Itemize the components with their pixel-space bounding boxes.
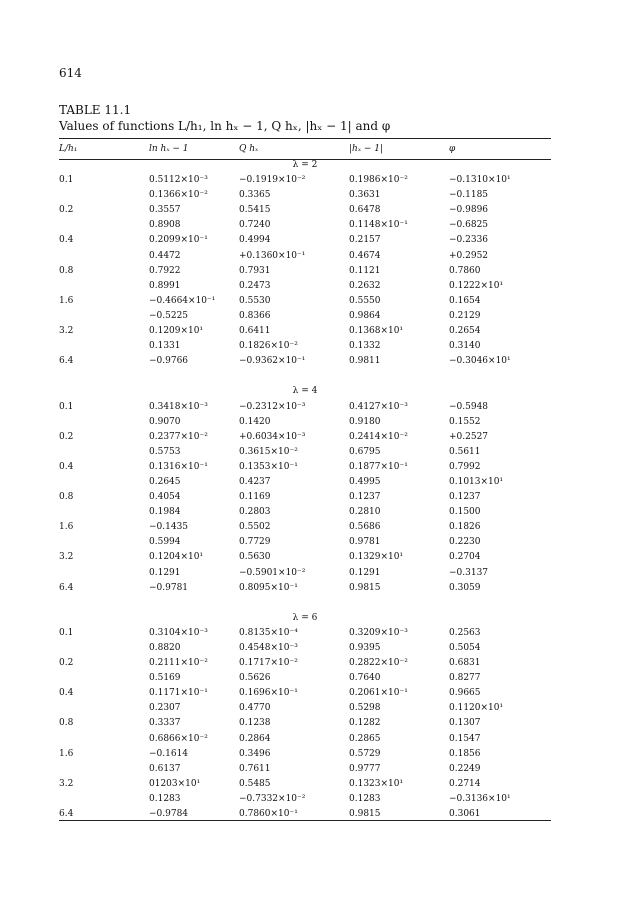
table-cell: 0.5298 bbox=[349, 703, 381, 714]
table-cell bbox=[59, 475, 149, 490]
table-cell: 0.9811 bbox=[349, 356, 381, 367]
table-cell: 0.1547 bbox=[449, 733, 481, 744]
table-row bbox=[59, 535, 551, 550]
table-cell bbox=[59, 641, 149, 656]
table-row bbox=[59, 581, 551, 596]
column-header: φ bbox=[449, 144, 456, 154]
table-row bbox=[59, 475, 551, 490]
table-cell: 1.6 bbox=[59, 295, 74, 306]
table-cell: 0.2810 bbox=[349, 507, 381, 518]
table-cell: +0.6034×10⁻³ bbox=[239, 431, 306, 442]
table-cell: 0.1826 bbox=[449, 522, 481, 533]
table-cell: −0.5948 bbox=[449, 401, 489, 412]
table-cell: 0.3209×10⁻³ bbox=[349, 627, 408, 638]
table-cell: 0.1353×10⁻¹ bbox=[239, 461, 298, 472]
table-cell: 0.3061 bbox=[449, 809, 481, 820]
table-row bbox=[59, 460, 551, 475]
table-cell: 6.4 bbox=[59, 809, 74, 820]
table-cell: −0.9784 bbox=[149, 809, 189, 820]
table-row bbox=[59, 415, 551, 430]
table-cell: 0.1209×10¹ bbox=[149, 326, 204, 337]
table-cell: 0.7860 bbox=[449, 265, 481, 276]
table-row bbox=[59, 354, 551, 369]
table-cell bbox=[59, 792, 149, 807]
table-row bbox=[59, 566, 551, 581]
table-cell: −0.1185 bbox=[449, 190, 489, 201]
table-cell: 0.1148×10⁻¹ bbox=[349, 220, 408, 231]
table-cell: 6.4 bbox=[59, 356, 74, 367]
table-cell: 0.1 bbox=[59, 175, 74, 186]
table-cell: 0.4 bbox=[59, 688, 74, 699]
table-cell: 0.7729 bbox=[239, 537, 271, 548]
table-cell: 0.3365 bbox=[239, 190, 271, 201]
table-cell: 0.4770 bbox=[239, 703, 271, 714]
table-cell: 0.1331 bbox=[149, 341, 181, 352]
table-row bbox=[59, 807, 551, 822]
table-cell: −0.2312×10⁻³ bbox=[239, 401, 306, 412]
table-cell: 0.5994 bbox=[149, 537, 181, 548]
table-cell: 0.6137 bbox=[149, 763, 181, 774]
table-cell: −0.1614 bbox=[149, 748, 189, 759]
table-cell: 0.5729 bbox=[349, 748, 381, 759]
table-row bbox=[59, 701, 551, 716]
table-cell: 0.2645 bbox=[149, 476, 181, 487]
table-cell: 0.8366 bbox=[239, 310, 271, 321]
table-cell: 0.1291 bbox=[149, 567, 181, 578]
table-cell: 0.7860×10⁻¹ bbox=[239, 809, 298, 820]
table-cell: 0.4472 bbox=[149, 250, 181, 261]
table-cell bbox=[59, 505, 149, 520]
table-cell: 0.3631 bbox=[349, 190, 381, 201]
table-cell: 0.1283 bbox=[349, 793, 381, 804]
table-cell: +0.2527 bbox=[449, 431, 489, 442]
table-cell: 0.1169 bbox=[239, 492, 271, 503]
table-cell bbox=[59, 445, 149, 460]
table-cell: 0.1366×10⁻² bbox=[149, 190, 208, 201]
table-cell: 0.2864 bbox=[239, 733, 271, 744]
table-cell: 0.2307 bbox=[149, 703, 181, 714]
table-cell: 0.1986×10⁻² bbox=[349, 175, 408, 186]
table-row bbox=[59, 520, 551, 535]
table-cell: −0.4664×10⁻¹ bbox=[149, 295, 216, 306]
lambda-label: λ = 6 bbox=[292, 612, 318, 623]
table-caption: Values of functions L/h₁, ln hₓ − 1, Q hₓ, |hₓ − 1| and φ bbox=[59, 119, 391, 133]
table-cell: 0.5415 bbox=[239, 205, 271, 216]
table-cell bbox=[59, 762, 149, 777]
table-cell: 0.5112×10⁻³ bbox=[149, 175, 208, 186]
table-cell: 0.1368×10¹ bbox=[349, 326, 404, 337]
table-cell: 0.9777 bbox=[349, 763, 381, 774]
table-row bbox=[59, 656, 551, 671]
table-row bbox=[59, 430, 551, 445]
table-cell: 0.5485 bbox=[239, 778, 271, 789]
table-cell bbox=[59, 249, 149, 264]
table-row bbox=[59, 445, 551, 460]
table-cell bbox=[59, 732, 149, 747]
table-cell: 0.7640 bbox=[349, 673, 381, 684]
table-cell: +0.2952 bbox=[449, 250, 489, 261]
lambda-label: λ = 2 bbox=[292, 160, 318, 170]
section-spacer bbox=[59, 596, 551, 611]
table-cell: −0.9781 bbox=[149, 582, 189, 593]
table-cell: 01203×10¹ bbox=[149, 778, 201, 789]
table-cell: 0.6478 bbox=[349, 205, 381, 216]
table-cell: +0.1360×10⁻¹ bbox=[239, 250, 306, 261]
table-cell: 0.4054 bbox=[149, 492, 181, 503]
table-cell: 0.3557 bbox=[149, 205, 181, 216]
table-cell bbox=[59, 535, 149, 550]
table-cell: 0.1552 bbox=[449, 416, 481, 427]
table-row bbox=[59, 641, 551, 656]
table-cell: 0.1696×10⁻¹ bbox=[239, 688, 298, 699]
table-cell: 0.7922 bbox=[149, 265, 181, 276]
table-cell: −0.9362×10⁻¹ bbox=[239, 356, 306, 367]
table-row bbox=[59, 777, 551, 792]
table-cell: 0.2157 bbox=[349, 235, 381, 246]
table-cell: 0.5686 bbox=[349, 522, 381, 533]
table-cell: 0.5611 bbox=[449, 446, 481, 457]
table-cell bbox=[59, 339, 149, 354]
table-cell: 0.8820 bbox=[149, 643, 181, 653]
table-cell: 0.3059 bbox=[449, 582, 481, 593]
table-cell: 0.1171×10⁻¹ bbox=[149, 688, 208, 699]
table-cell: 0.1329×10¹ bbox=[349, 552, 404, 563]
column-header: L/h₁ bbox=[59, 144, 78, 154]
table-cell: 0.6795 bbox=[349, 446, 381, 457]
table-cell: 0.8095×10⁻¹ bbox=[239, 582, 298, 593]
values-table bbox=[59, 140, 551, 822]
table-cell: −0.6825 bbox=[449, 220, 489, 231]
table-cell: 0.1307 bbox=[449, 718, 481, 729]
table-row bbox=[59, 339, 551, 354]
table-cell: 0.2865 bbox=[349, 733, 381, 744]
table-top-rule bbox=[59, 138, 551, 139]
lambda-row bbox=[59, 384, 551, 399]
table-cell: 0.8 bbox=[59, 718, 74, 729]
table-row bbox=[59, 490, 551, 505]
table-cell: 0.5550 bbox=[349, 295, 381, 306]
lambda-row bbox=[59, 158, 551, 173]
table-cell: 0.9395 bbox=[349, 643, 381, 653]
table-row bbox=[59, 505, 551, 520]
table-row bbox=[59, 686, 551, 701]
table-cell: 0.8277 bbox=[449, 673, 481, 684]
table-cell: −0.9896 bbox=[449, 205, 489, 216]
table-cell bbox=[59, 415, 149, 430]
table-cell: 0.2 bbox=[59, 658, 74, 669]
table-cell: 0.9665 bbox=[449, 688, 481, 699]
table-cell: 0.1420 bbox=[239, 416, 271, 427]
table-cell: 0.7240 bbox=[239, 220, 271, 231]
table-cell: 0.2414×10⁻² bbox=[349, 431, 408, 442]
table-cell: −0.1435 bbox=[149, 522, 189, 533]
table-cell: 0.5530 bbox=[239, 295, 271, 306]
table-cell: 0.1323×10¹ bbox=[349, 778, 404, 789]
table-cell: 0.8991 bbox=[149, 280, 181, 291]
table-cell: 0.1237 bbox=[349, 492, 381, 503]
table-cell: 0.5630 bbox=[239, 552, 271, 563]
page-number: 614 bbox=[59, 66, 82, 80]
table-row bbox=[59, 249, 551, 264]
table-row bbox=[59, 732, 551, 747]
table-cell: 0.9781 bbox=[349, 537, 381, 548]
table-cell: 0.1826×10⁻² bbox=[239, 341, 298, 352]
lambda-row bbox=[59, 611, 551, 626]
table-cell bbox=[59, 188, 149, 203]
table-row bbox=[59, 309, 551, 324]
table-row bbox=[59, 218, 551, 233]
table-cell: 1.6 bbox=[59, 748, 74, 759]
table-cell: 0.2249 bbox=[449, 763, 481, 774]
table-row bbox=[59, 173, 551, 188]
table-cell: 0.5753 bbox=[149, 446, 181, 457]
table-label: TABLE 11.1 bbox=[59, 103, 132, 117]
table-cell: 0.2714 bbox=[449, 778, 481, 789]
table-cell: 0.1291 bbox=[349, 567, 381, 578]
section-spacer bbox=[59, 369, 551, 384]
table-cell: 0.1332 bbox=[349, 341, 381, 352]
table-cell: 0.1717×10⁻² bbox=[239, 658, 298, 669]
table-cell: 0.5626 bbox=[239, 673, 271, 684]
table-cell: 0.3615×10⁻² bbox=[239, 446, 298, 457]
table-cell: 0.2563 bbox=[449, 627, 481, 638]
table-cell: 0.4237 bbox=[239, 476, 271, 487]
table-cell: 0.4674 bbox=[349, 250, 381, 261]
table-cell: 3.2 bbox=[59, 552, 74, 563]
table-row bbox=[59, 626, 551, 641]
table-cell: 0.3104×10⁻³ bbox=[149, 627, 208, 638]
table-row bbox=[59, 400, 551, 415]
table-row bbox=[59, 792, 551, 807]
table-cell: 0.9815 bbox=[349, 582, 381, 593]
column-header: Q hₓ bbox=[239, 144, 259, 154]
spacer-cell bbox=[59, 596, 551, 611]
table-cell: 0.1282 bbox=[349, 718, 381, 729]
table-cell: 0.6411 bbox=[239, 326, 271, 337]
table-cell: 0.4 bbox=[59, 235, 74, 246]
table-cell: 3.2 bbox=[59, 778, 74, 789]
table-row bbox=[59, 550, 551, 565]
table-cell bbox=[59, 566, 149, 581]
table-cell: 0.2803 bbox=[239, 507, 271, 518]
table-row bbox=[59, 747, 551, 762]
table-cell: 0.2632 bbox=[349, 280, 381, 291]
table-cell: 0.1 bbox=[59, 627, 74, 638]
table-cell: 0.8908 bbox=[149, 220, 181, 231]
table-cell: 6.4 bbox=[59, 582, 74, 593]
table-cell: 0.1877×10⁻¹ bbox=[349, 461, 408, 472]
table-cell: 0.3337 bbox=[149, 718, 181, 729]
table-cell: 0.2099×10⁻¹ bbox=[149, 235, 208, 246]
table-cell: 0.8 bbox=[59, 265, 74, 276]
table-cell: 0.4995 bbox=[349, 476, 381, 487]
table-row bbox=[59, 762, 551, 777]
table-cell: 0.6831 bbox=[449, 658, 481, 669]
table-cell bbox=[59, 309, 149, 324]
table-cell: 0.1120×10¹ bbox=[449, 703, 504, 714]
table-cell: −0.3137 bbox=[449, 567, 489, 578]
table-cell: 0.7931 bbox=[239, 265, 271, 276]
table-row bbox=[59, 671, 551, 686]
table-cell: 0.7611 bbox=[239, 763, 271, 774]
table-cell bbox=[59, 218, 149, 233]
table-cell: 0.2 bbox=[59, 431, 74, 442]
table-cell: −0.2336 bbox=[449, 235, 489, 246]
table-cell: 0.2 bbox=[59, 205, 74, 216]
table-cell: 0.5054 bbox=[449, 643, 481, 653]
table-row bbox=[59, 264, 551, 279]
table-cell bbox=[59, 701, 149, 716]
table-cell: 0.7992 bbox=[449, 461, 481, 472]
table-cell: 0.3496 bbox=[239, 748, 271, 759]
table-cell: 0.2061×10⁻¹ bbox=[349, 688, 408, 699]
table-cell: 0.2473 bbox=[239, 280, 271, 291]
table-cell: 0.9864 bbox=[349, 310, 381, 321]
table-row bbox=[59, 294, 551, 309]
table-cell: 0.4994 bbox=[239, 235, 271, 246]
table-cell: 1.6 bbox=[59, 522, 74, 533]
table-cell: 0.1984 bbox=[149, 507, 181, 518]
table-cell: −0.1310×10¹ bbox=[449, 175, 511, 186]
table-cell: −0.3136×10¹ bbox=[449, 793, 511, 804]
table-cell: −0.9766 bbox=[149, 356, 189, 367]
table-cell: 0.2230 bbox=[449, 537, 481, 548]
table-row bbox=[59, 324, 551, 339]
table-cell bbox=[59, 671, 149, 686]
table-row bbox=[59, 716, 551, 731]
table-cell: 0.2377×10⁻² bbox=[149, 431, 208, 442]
table-cell: 0.3418×10⁻³ bbox=[149, 401, 208, 412]
table-cell: 0.5502 bbox=[239, 522, 271, 533]
table-row bbox=[59, 188, 551, 203]
table-cell: 0.1238 bbox=[239, 718, 271, 729]
table-cell: 0.2704 bbox=[449, 552, 481, 563]
table-cell: 0.4127×10⁻³ bbox=[349, 401, 408, 412]
table-cell: 0.5169 bbox=[149, 673, 181, 684]
table-cell: 0.1 bbox=[59, 401, 74, 412]
table-cell: −0.3046×10¹ bbox=[449, 356, 511, 367]
table-cell: 0.2822×10⁻² bbox=[349, 658, 408, 669]
header-row bbox=[59, 140, 551, 158]
table-cell: 0.1283 bbox=[149, 793, 181, 804]
table-cell: 0.1237 bbox=[449, 492, 481, 503]
table-cell bbox=[59, 279, 149, 294]
table-cell: −0.1919×10⁻² bbox=[239, 175, 306, 186]
table-cell: −0.5901×10⁻² bbox=[239, 567, 306, 578]
table-row bbox=[59, 233, 551, 248]
table-cell: 0.8135×10⁻⁴ bbox=[239, 627, 298, 638]
table-cell: 0.1222×10¹ bbox=[449, 280, 504, 291]
column-header: ln hₓ − 1 bbox=[149, 144, 189, 154]
table-cell: 0.8 bbox=[59, 492, 74, 503]
table-cell: 0.4548×10⁻³ bbox=[239, 643, 298, 653]
spacer-cell bbox=[59, 369, 551, 384]
table-cell: −0.5225 bbox=[149, 310, 189, 321]
table-cell: 3.2 bbox=[59, 326, 74, 337]
table-cell: 0.1121 bbox=[349, 265, 381, 276]
table-cell: 0.1316×10⁻¹ bbox=[149, 461, 208, 472]
table-cell: 0.9815 bbox=[349, 809, 381, 820]
table-cell: 0.1500 bbox=[449, 507, 481, 518]
lambda-label: λ = 4 bbox=[292, 386, 318, 397]
table-cell: 0.4 bbox=[59, 461, 74, 472]
table-row bbox=[59, 203, 551, 218]
table-cell: 0.2129 bbox=[449, 310, 481, 321]
table-cell: 0.2111×10⁻² bbox=[149, 658, 208, 669]
table-cell: 0.2654 bbox=[449, 326, 481, 337]
table-cell: 0.6866×10⁻² bbox=[149, 733, 208, 744]
table-cell: 0.1654 bbox=[449, 295, 481, 306]
table-cell: −0.7332×10⁻² bbox=[239, 793, 306, 804]
table-cell: 0.1856 bbox=[449, 748, 481, 759]
table-cell: 0.1204×10¹ bbox=[149, 552, 204, 563]
table-cell: 0.9180 bbox=[349, 416, 381, 427]
table-cell: 0.1013×10¹ bbox=[449, 476, 504, 487]
column-header: |hₓ − 1| bbox=[349, 144, 384, 154]
table-cell: 0.9070 bbox=[149, 416, 181, 427]
table-cell: 0.3140 bbox=[449, 341, 481, 352]
table-row bbox=[59, 279, 551, 294]
table-body bbox=[59, 158, 551, 822]
